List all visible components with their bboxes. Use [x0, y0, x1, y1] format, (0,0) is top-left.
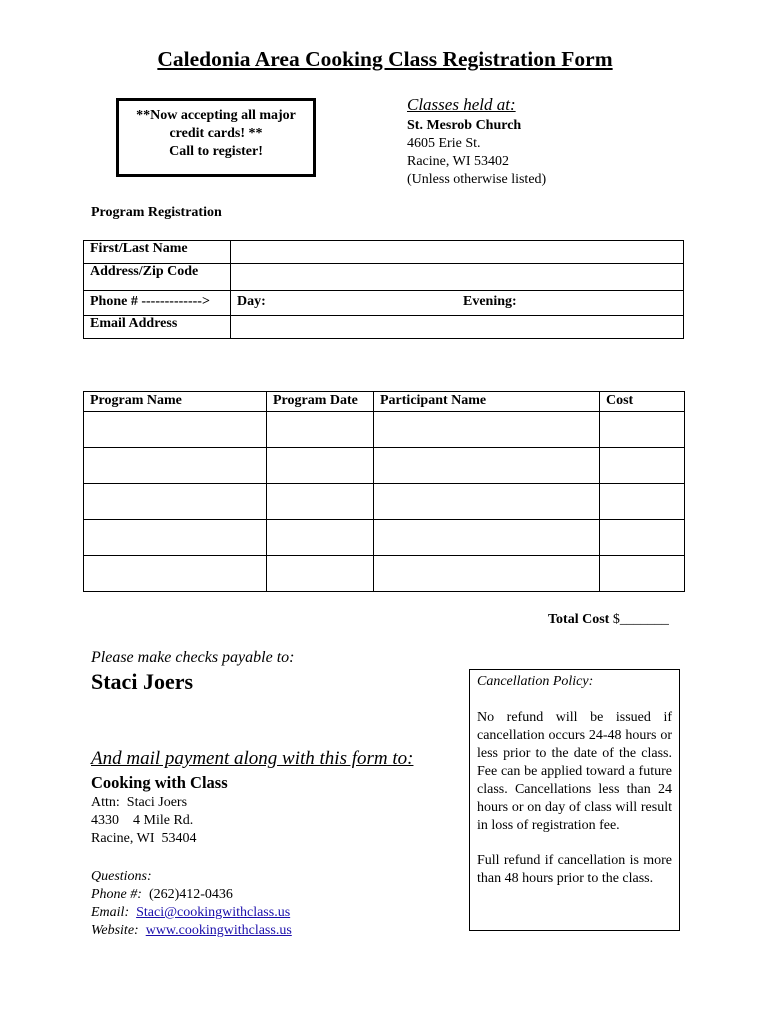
- mail-organization: Cooking with Class: [91, 773, 228, 792]
- mail-payment-label: And mail payment along with this form to:: [91, 748, 414, 769]
- header-program-name: Program Name: [84, 392, 267, 412]
- program-table-header: [84, 392, 685, 412]
- program-date-cell[interactable]: [267, 448, 374, 484]
- participant-name-cell[interactable]: [374, 520, 600, 556]
- header-program-date: Program Date: [267, 392, 374, 412]
- header-participant-name: Participant Name: [374, 392, 600, 412]
- classes-held-heading: Classes held at:: [407, 95, 516, 114]
- questions-label: Questions:: [91, 869, 152, 884]
- credit-card-promo-box: [116, 98, 316, 177]
- table-row: [84, 556, 685, 592]
- program-name-cell[interactable]: [84, 556, 267, 592]
- mail-attn: Attn: Staci Joers: [91, 795, 188, 810]
- email-row: [84, 316, 684, 339]
- questions-contact: [91, 868, 292, 940]
- address-row: [84, 264, 684, 291]
- participant-name-cell[interactable]: [374, 448, 600, 484]
- table-row: [84, 448, 685, 484]
- name-label: First/Last Name: [84, 241, 231, 264]
- phone-day-field[interactable]: [231, 291, 458, 316]
- table-row: [84, 520, 685, 556]
- questions-phone-line: [91, 886, 292, 904]
- questions-email-line: [91, 904, 292, 922]
- cost-cell[interactable]: [600, 448, 685, 484]
- cancellation-policy-title: Cancellation Policy:: [477, 674, 594, 689]
- phone-number: (262)412-0436: [148, 887, 233, 902]
- program-name-cell[interactable]: [84, 412, 267, 448]
- promo-line-1: **Now accepting all major: [136, 108, 296, 123]
- mail-street: 4330 4 Mile Rd.: [91, 813, 194, 828]
- class-location: [407, 117, 546, 189]
- cost-cell[interactable]: [600, 412, 685, 448]
- phone-label: Phone #:: [91, 887, 142, 902]
- name-field[interactable]: [231, 241, 684, 264]
- address-field[interactable]: [231, 264, 684, 291]
- cost-cell[interactable]: [600, 484, 685, 520]
- total-cost-field[interactable]: $_______: [612, 612, 669, 627]
- phone-row: [84, 291, 684, 316]
- program-date-cell[interactable]: [267, 484, 374, 520]
- email-field[interactable]: [231, 316, 684, 339]
- email-link[interactable]: Staci@cookingwithclass.us: [136, 905, 291, 920]
- program-date-cell[interactable]: [267, 520, 374, 556]
- program-date-cell[interactable]: [267, 556, 374, 592]
- questions-website-line: [91, 922, 292, 940]
- participant-name-cell[interactable]: [374, 412, 600, 448]
- header-cost: Cost: [600, 392, 685, 412]
- venue-name: St. Mesrob Church: [407, 118, 522, 133]
- payee-name: Staci Joers: [91, 669, 194, 694]
- venue-city: Racine, WI 53402: [407, 154, 509, 169]
- mail-address: [91, 794, 197, 848]
- phone-label: Phone # ------------->: [84, 291, 231, 316]
- program-name-cell[interactable]: [84, 448, 267, 484]
- cancellation-paragraph-1: No refund will be issued if cancellation occurs 24-48 hours or less prior to the date of the class. Fee can be applied toward a future class. Cancellations less than 24 hours or on day of class will result in loss of registration fee.: [477, 710, 672, 833]
- address-label: Address/Zip Code: [84, 264, 231, 291]
- promo-line-2: credit cards! **: [169, 126, 263, 141]
- cancellation-paragraph-2: Full refund if cancellation is more than 48 hours prior to the class.: [477, 853, 672, 886]
- total-cost: [548, 612, 669, 628]
- website-label: Website:: [91, 923, 139, 938]
- venue-note: (Unless otherwise listed): [407, 172, 547, 187]
- form-title: Caledonia Area Cooking Class Registration Form: [157, 47, 613, 71]
- website-link[interactable]: www.cookingwithclass.us: [145, 923, 292, 938]
- mail-city: Racine, WI 53404: [91, 831, 197, 846]
- venue-street: 4605 Erie St.: [407, 136, 481, 151]
- phone-evening-field[interactable]: [457, 291, 684, 316]
- email-label: Email Address: [84, 316, 231, 339]
- program-table: [83, 391, 685, 592]
- total-cost-label: Total Cost: [548, 612, 610, 627]
- promo-line-3: Call to register!: [169, 144, 263, 159]
- table-row: [84, 484, 685, 520]
- program-name-cell[interactable]: [84, 520, 267, 556]
- email-label: Email:: [91, 905, 130, 920]
- cost-cell[interactable]: [600, 520, 685, 556]
- evening-label: Evening:: [463, 294, 517, 309]
- day-label: Day:: [237, 294, 266, 309]
- participant-name-cell[interactable]: [374, 556, 600, 592]
- cancellation-policy-box: [469, 669, 680, 931]
- contact-info-table: [83, 240, 684, 339]
- participant-name-cell[interactable]: [374, 484, 600, 520]
- table-row: [84, 412, 685, 448]
- checks-payable-label: Please make checks payable to:: [91, 649, 295, 666]
- program-name-cell[interactable]: [84, 484, 267, 520]
- program-registration-label: Program Registration: [91, 205, 222, 220]
- program-date-cell[interactable]: [267, 412, 374, 448]
- cost-cell[interactable]: [600, 556, 685, 592]
- name-row: [84, 241, 684, 264]
